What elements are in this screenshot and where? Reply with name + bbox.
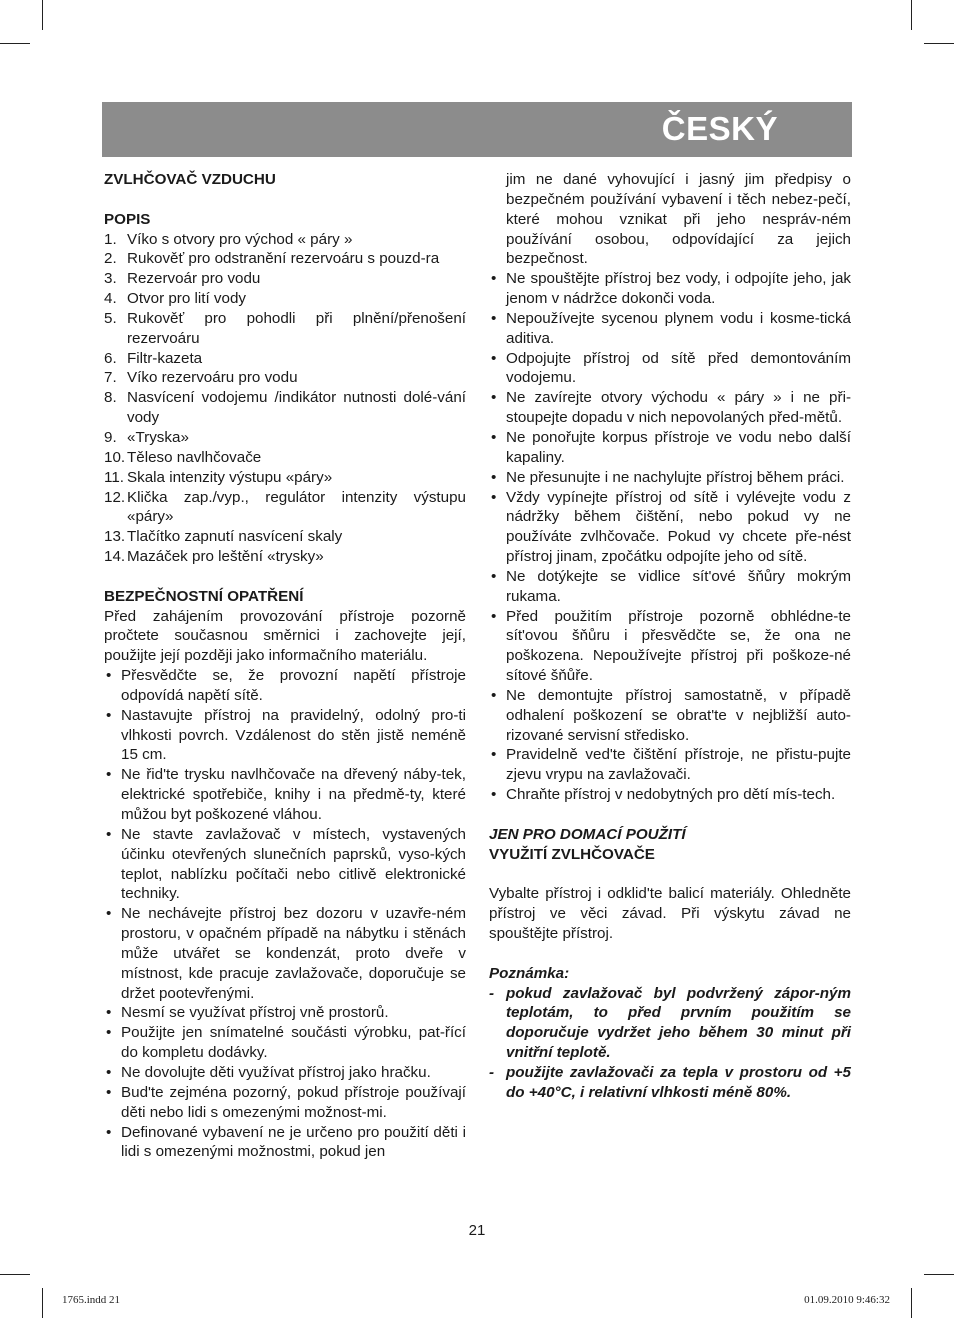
- list-item: [104, 1123, 466, 1163]
- item-number: 2.: [104, 250, 117, 268]
- list-item: [104, 1023, 466, 1063]
- list-item: [489, 567, 851, 607]
- bullet-icon: •: [106, 1004, 112, 1022]
- bullet-icon: •: [106, 667, 112, 685]
- bullet-icon: •: [491, 686, 497, 704]
- item-text: Otvor pro lití vody: [127, 290, 247, 308]
- item-text: Těleso navlhčovače: [127, 448, 262, 466]
- list-item: [104, 289, 466, 309]
- list-item: [104, 388, 466, 428]
- list-item: [104, 904, 466, 1003]
- list-item: [104, 1063, 466, 1083]
- list-item: [489, 1063, 851, 1103]
- crop-mark: [924, 1274, 954, 1275]
- list-item: [104, 368, 466, 388]
- item-number: 7.: [104, 369, 117, 387]
- list-item: [489, 428, 851, 468]
- item-text: použijte zavlažovači za tepla v prostoru od +5 do +40°C, i relativní vlhkosti méně 80%.: [506, 1063, 851, 1101]
- list-item: [489, 309, 851, 349]
- list-item: [489, 686, 851, 746]
- list-item: [104, 1083, 466, 1123]
- crop-mark: [911, 0, 912, 30]
- item-number: 10.: [104, 448, 126, 466]
- description-heading: POPIS: [104, 210, 151, 228]
- item-text: Chraňte přístroj v nedobytných pro dětí mís-tech.: [506, 786, 836, 804]
- item-text: Mazáček pro leštění «trysky»: [127, 548, 324, 566]
- description-list: [104, 230, 466, 567]
- file-slug: 1765.indd 21: [62, 1294, 121, 1306]
- item-text: Nesmí se využívat přístroj vně prostorů.: [121, 1004, 389, 1022]
- list-item: [104, 527, 466, 547]
- bullet-icon: •: [491, 607, 497, 625]
- item-text: Klička zap./vyp., regulátor intenzity výstupu «páry»: [127, 488, 466, 526]
- item-text: Pravidelně ved'te čištění přístroje, ne přistu-pujte zjevu vrypu na zavlažovači.: [506, 746, 851, 784]
- bullet-icon: •: [491, 349, 497, 367]
- bullet-icon: •: [491, 786, 497, 804]
- item-number: 12.: [104, 488, 126, 506]
- bullet-icon: •: [106, 905, 112, 923]
- right-column: [489, 170, 851, 1103]
- item-text: Ne dotýkejte se vidlice sít'ové šňůry mokrým rukama.: [506, 567, 851, 605]
- item-text: Přesvědčte se, že provozní napětí přístroje odpovídá napětí sítě.: [121, 667, 466, 704]
- bullet-icon: •: [106, 706, 112, 724]
- item-text: Definované vybavení ne je určeno pro použití děti i lidi s omezenými možnostmi, pokud jen: [121, 1123, 466, 1161]
- item-text: Použijte jen snímatelné součásti výrobku, pat-řící do kompletu dodávky.: [121, 1024, 466, 1062]
- safety-continuation: jim ne dané vyhovující i jasný jim předpisy o bezpečném používání vybavení i těch nebez-pečí, které mohou vznikat při jeho nespráv-ném používání osobou, odpovídající za jejich bezpečnost.: [506, 171, 851, 268]
- item-text: Vždy vypínejte přístroj od sítě i vylévejte vodu z nádržky během čištění, nebo pokud vy ne používáte zvlhčovače. Pokud vy chcete pře-nést přístroj jinam, zpočátku odpojíte jeho od sítě.: [506, 488, 851, 566]
- bullet-icon: •: [491, 746, 497, 764]
- list-item: [489, 785, 851, 805]
- item-number: 1.: [104, 230, 117, 248]
- date-slug: 01.09.2010 9:46:32: [804, 1294, 890, 1306]
- list-item: [489, 607, 851, 686]
- item-text: Ne nechávejte přístroj bez dozoru v uzavře-ném prostoru, v opačném případě na nábytku i stěnách může utvářet se kondenzát, proto dveře v místnost, kde pracuje zavlažovače, doporučuje se držet pootevřenými.: [121, 905, 466, 1002]
- bullet-icon: •: [491, 468, 497, 486]
- item-number: 13.: [104, 528, 126, 546]
- bullet-icon: •: [106, 825, 112, 843]
- header-band: [102, 102, 852, 157]
- list-item: [489, 349, 851, 389]
- list-item: [489, 388, 851, 428]
- item-number: 9.: [104, 428, 117, 446]
- note-heading: Poznámka:: [489, 964, 570, 982]
- safety-list: [104, 666, 466, 1162]
- item-text: Před použitím přístroje pozorně obhlédne-te sít'ovou šňůru i přesvědčte se, že ona ne poškozena. Nepoužívejte přístroj při poškoze-né sítové šňůře.: [506, 607, 851, 685]
- item-text: Ne přesunujte i ne nachylujte přístroj během práci.: [506, 468, 845, 486]
- item-number: 4.: [104, 290, 117, 308]
- item-text: Nastavujte přístroj na pravidelný, odolný pro-ti vlhkosti povrch. Vzdálenost do stěn jistě neméně 15 cm.: [121, 706, 466, 764]
- crop-mark: [42, 1288, 43, 1318]
- note-list: [489, 984, 851, 1103]
- bullet-icon: •: [491, 428, 497, 446]
- item-text: «Tryska»: [127, 428, 189, 446]
- usage-text: Vybalte přístroj i odklid'te balicí materiály. Ohledněte přístroj ve věci závad. Při výskytu závad ne spouštějte přístroj.: [489, 885, 851, 943]
- list-item: [104, 448, 466, 468]
- left-column: [104, 170, 466, 1162]
- crop-mark: [911, 1288, 912, 1318]
- domestic-use-heading: JEN PRO DOMACÍ POUŽITÍ: [489, 825, 686, 843]
- crop-mark: [924, 43, 954, 44]
- bullet-icon: •: [491, 389, 497, 407]
- item-number: 14.: [104, 548, 126, 566]
- bullet-icon: •: [491, 270, 497, 288]
- crop-mark: [0, 43, 30, 44]
- list-item: [489, 984, 851, 1063]
- item-number: 5.: [104, 309, 117, 327]
- list-item: [104, 269, 466, 289]
- item-text: Rukověť pro pohodli při plnění/přenošení rezervoáru: [127, 309, 466, 347]
- item-text: Filtr-kazeta: [127, 349, 203, 367]
- crop-mark: [0, 1274, 30, 1275]
- bullet-icon: •: [491, 567, 497, 585]
- item-text: Ne demontujte přístroj samostatně, v případě odhalení poškození se obrat'te v nejbližší auto-rizované servisní středisko.: [506, 686, 851, 744]
- list-item: [104, 765, 466, 825]
- item-text: pokud zavlažovač byl podvržený zápor-ným teplotám, to před prvním použitím se doporučuje vydržet jeho během 30 minut při vnitřní teplotě.: [506, 984, 851, 1062]
- item-text: Víko s otvory pro východ « páry »: [127, 230, 353, 248]
- item-text: Rukověť pro odstranění rezervoáru s pouzd-ra: [127, 250, 440, 268]
- dash-icon: -: [489, 1063, 495, 1081]
- bullet-icon: •: [491, 488, 497, 506]
- bullet-icon: •: [106, 1024, 112, 1042]
- usage-heading: VYUŽITÍ ZVLHČOVAČE: [489, 845, 655, 863]
- list-item: [489, 745, 851, 785]
- product-title: ZVLHČOVAČ VZDUCHU: [104, 171, 276, 188]
- item-text: Skala intenzity výstupu «páry»: [127, 468, 333, 486]
- list-item: [489, 269, 851, 309]
- safety-intro: Před zahájením provozování přístroje pozorně pročtete současnou směrnici i zachovejte její, použijte její později jako informačního materiálu.: [104, 607, 466, 665]
- bullet-icon: •: [106, 1123, 112, 1141]
- list-item: [104, 488, 466, 528]
- crop-mark: [42, 0, 43, 30]
- item-text: Nasvícení vodojemu /indikátor nutnosti dolé-vání vody: [127, 389, 466, 427]
- bullet-icon: •: [491, 309, 497, 327]
- list-item: [104, 230, 466, 250]
- item-text: Odpojujte přístroj od sítě před demontováním vodojemu.: [506, 349, 851, 387]
- item-number: 3.: [104, 270, 117, 288]
- item-number: 6.: [104, 349, 117, 367]
- safety-heading: BEZPEČNOSTNÍ OPATŘENÍ: [104, 587, 304, 605]
- item-text: Ne stavte zavlažovač v místech, vystavených účinku otevřených slunečních paprsků, vyso-kých teplot, nablízku počítači nebo citlivě elektronické techniky.: [121, 825, 466, 903]
- bullet-icon: •: [106, 1063, 112, 1081]
- list-item: [104, 349, 466, 369]
- item-text: Ne spouštějte přístroj bez vody, i odpojíte jeho, jak jenom v nádržce dokonči voda.: [506, 270, 851, 308]
- item-text: Tlačítko zapnutí nasvícení skaly: [127, 528, 343, 546]
- language-title: ČESKÝ: [661, 110, 778, 147]
- item-text: Víko rezervoáru pro vodu: [127, 369, 298, 387]
- item-text: Ne ponořujte korpus přístroje ve vodu nebo další kapaliny.: [506, 428, 851, 466]
- list-item: [489, 488, 851, 567]
- item-text: Nepoužívejte sycenou plynem vodu i kosme-tická aditiva.: [506, 309, 851, 347]
- bullet-icon: •: [106, 1083, 112, 1101]
- list-item: [104, 825, 466, 904]
- item-text: Ne dovolujte děti využívat přístroj jako hračku.: [121, 1063, 431, 1081]
- item-number: 11.: [104, 468, 124, 486]
- list-item: [104, 706, 466, 766]
- list-item: [104, 1003, 466, 1023]
- page-number: 21: [468, 1222, 486, 1239]
- item-text: Ne zavírejte otvory východu « páry » i ne při-stoupejte dopadu v nich nepovolaných před-mětů.: [506, 389, 851, 427]
- dash-icon: -: [489, 984, 495, 1002]
- list-item: [104, 468, 466, 488]
- list-item: [104, 428, 466, 448]
- list-item: [104, 249, 466, 269]
- item-text: Bud'te zejména pozorný, pokud přístroje používají děti nebo lidi s omezenými možnost-mi.: [121, 1083, 466, 1121]
- item-number: 8.: [104, 389, 117, 407]
- safety-list-continued: [489, 269, 851, 805]
- list-item: [104, 547, 466, 567]
- item-text: Rezervoár pro vodu: [127, 270, 261, 288]
- list-item: [104, 666, 466, 706]
- item-text: Ne řid'te trysku navlhčovače na dřevený náby-tek, elektrické spotřebiče, knihy i na předmě-ty, které můžou byt poškozené vláhou.: [121, 766, 466, 823]
- bullet-icon: •: [106, 766, 112, 784]
- list-item: [104, 309, 466, 349]
- list-item: [489, 468, 851, 488]
